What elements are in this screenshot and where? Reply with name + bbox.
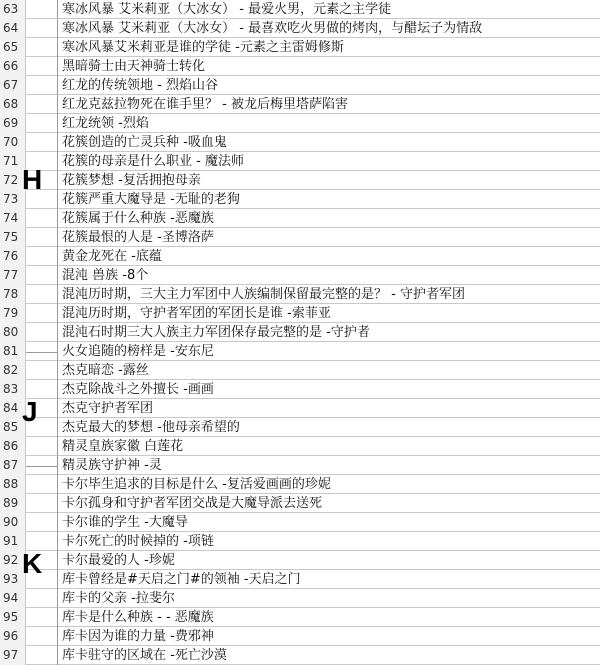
question-cell[interactable]: 花簇梦想 -复活拥抱母亲 [62, 173, 201, 188]
row-number: 96 [0, 627, 26, 646]
question-cell[interactable]: 混沌 兽族 -8个 [62, 268, 149, 283]
row-number: 66 [0, 57, 26, 76]
question-cell[interactable]: 卡尔谁的学生 -大魔导 [62, 515, 188, 530]
letter-cell[interactable] [26, 646, 58, 665]
letter-cell[interactable] [26, 209, 58, 228]
row-number: 69 [0, 114, 26, 133]
group-divider-h-j [26, 352, 58, 353]
table-row[interactable] [0, 133, 600, 152]
question-cell[interactable]: 红龙的传统领地 - 烈焰山谷 [62, 78, 218, 93]
letter-cell[interactable] [26, 361, 58, 380]
table-row[interactable] [0, 494, 600, 513]
row-number: 71 [0, 152, 26, 171]
letter-cell[interactable] [26, 589, 58, 608]
table-row[interactable] [0, 418, 600, 437]
table-row[interactable] [0, 228, 600, 247]
question-cell[interactable]: 红龙统领 -烈焰 [62, 116, 149, 131]
table-row[interactable] [0, 380, 600, 399]
table-row[interactable] [0, 38, 600, 57]
question-cell[interactable]: 红龙克兹拉物死在谁手里？ - 被龙后梅里塔萨陷害 [62, 97, 348, 112]
table-row[interactable] [0, 247, 600, 266]
table-row[interactable] [0, 608, 600, 627]
table-row[interactable] [0, 19, 600, 38]
table-row[interactable] [0, 285, 600, 304]
letter-cell[interactable] [26, 323, 58, 342]
row-number: 65 [0, 38, 26, 57]
letter-cell[interactable] [26, 0, 58, 19]
question-cell[interactable]: 花簇最恨的人是 -圣博洛萨 [62, 230, 214, 245]
table-row[interactable] [0, 475, 600, 494]
section-letter-h: H [22, 164, 43, 195]
question-cell[interactable]: 杰克暗恋 -露丝 [62, 363, 149, 378]
row-number: 70 [0, 133, 26, 152]
row-number: 85 [0, 418, 26, 437]
question-cell[interactable]: 卡尔孤身和守护者军团交战是大魔导派去送死 [62, 496, 323, 511]
row-number: 78 [0, 285, 26, 304]
table-row[interactable] [0, 437, 600, 456]
row-number: 74 [0, 209, 26, 228]
letter-cell[interactable] [26, 475, 58, 494]
table-row[interactable] [0, 152, 600, 171]
table-row[interactable] [0, 114, 600, 133]
row-number: 82 [0, 361, 26, 380]
row-number: 68 [0, 95, 26, 114]
letter-cell[interactable] [26, 247, 58, 266]
question-cell[interactable]: 花簇严重大魔导是 -无耻的老狗 [62, 192, 240, 207]
section-letter-k: K [22, 548, 43, 579]
letter-cell[interactable] [26, 95, 58, 114]
question-cell[interactable]: 寒冰风暴 艾米莉亚（大冰女） - 最爱火男，元素之主学徒 [62, 2, 392, 17]
letter-cell[interactable] [26, 76, 58, 95]
table-row[interactable] [0, 532, 600, 551]
row-number: 80 [0, 323, 26, 342]
row-number: 87 [0, 456, 26, 475]
letter-cell[interactable] [26, 608, 58, 627]
table-row[interactable] [0, 190, 600, 209]
row-number: 63 [0, 0, 26, 19]
table-row[interactable] [0, 266, 600, 285]
row-number: 94 [0, 589, 26, 608]
question-cell[interactable]: 混沌历时期，三大主力军团中人族编制保留最完整的是？ - 守护者军团 [62, 287, 465, 302]
question-cell[interactable]: 黄金龙死在 -底蕴 [62, 249, 162, 264]
letter-cell[interactable] [26, 285, 58, 304]
question-cell[interactable]: 火女追随的榜样是 -安东尼 [62, 344, 214, 359]
row-number: 84 [0, 399, 26, 418]
question-cell[interactable]: 库卡曾经是#天启之门#的领袖 -天启之门 [62, 572, 301, 587]
row-number: 67 [0, 76, 26, 95]
letter-cell[interactable] [26, 133, 58, 152]
question-cell[interactable]: 黑暗骑士由天神骑士转化 [62, 59, 206, 74]
row-number: 75 [0, 228, 26, 247]
row-number: 95 [0, 608, 26, 627]
row-number: 77 [0, 266, 26, 285]
question-cell[interactable]: 花簇属于什么种族 -恶魔族 [62, 211, 214, 226]
table-row[interactable] [0, 171, 600, 190]
question-cell[interactable]: 库卡驻守的区域在 -死亡沙漠 [62, 648, 227, 663]
table-row[interactable] [0, 323, 600, 342]
question-cell[interactable]: 卡尔毕生追求的目标是什么 -复活爱画画的珍妮 [62, 477, 331, 492]
question-cell[interactable]: 杰克最大的梦想 -他母亲希望的 [62, 420, 240, 435]
row-number: 76 [0, 247, 26, 266]
question-cell[interactable]: 库卡的父亲 -拉斐尔 [62, 591, 175, 606]
letter-cell[interactable] [26, 57, 58, 76]
question-cell[interactable]: 库卡是什么种族 - - 恶魔族 [62, 610, 214, 625]
section-letter-j: J [22, 396, 38, 427]
letter-cell[interactable] [26, 494, 58, 513]
table-row[interactable] [0, 456, 600, 475]
row-number: 89 [0, 494, 26, 513]
question-cell[interactable]: 精灵族守护神 -灵 [62, 458, 162, 473]
row-number: 90 [0, 513, 26, 532]
letter-cell[interactable] [26, 627, 58, 646]
table-row[interactable] [0, 342, 600, 361]
table-row[interactable] [0, 551, 600, 570]
row-number: 92 [0, 551, 26, 570]
row-number: 81 [0, 342, 26, 361]
table-row[interactable] [0, 646, 600, 665]
question-cell[interactable]: 混沌历时期，守护者军团的军团长是谁 -索菲亚 [62, 306, 331, 321]
question-cell[interactable]: 寒冰风暴 艾米莉亚（大冰女） - 最喜欢吃火男做的烤肉，与醋坛子为情敌 [62, 21, 483, 36]
group-divider-j-k [26, 466, 58, 467]
row-number: 97 [0, 646, 26, 665]
row-number: 79 [0, 304, 26, 323]
letter-cell[interactable] [26, 114, 58, 133]
row-number: 83 [0, 380, 26, 399]
letter-cell[interactable] [26, 513, 58, 532]
letter-cell[interactable] [26, 228, 58, 247]
question-cell[interactable]: 杰克守护者军团 [62, 401, 154, 416]
question-cell[interactable]: 花簇创造的亡灵兵种 -吸血鬼 [62, 135, 227, 150]
table-row[interactable] [0, 361, 600, 380]
question-cell[interactable]: 寒冰风暴艾米莉亚是谁的学徒 -元素之主雷姆修斯 [62, 40, 344, 55]
table-row[interactable] [0, 57, 600, 76]
letter-cell[interactable] [26, 437, 58, 456]
row-number: 93 [0, 570, 26, 589]
table-row[interactable] [0, 627, 600, 646]
letter-cell[interactable] [26, 304, 58, 323]
row-number: 91 [0, 532, 26, 551]
question-cell[interactable]: 花簇的母亲是什么职业 - 魔法师 [62, 154, 244, 169]
letter-cell[interactable] [26, 19, 58, 38]
question-cell[interactable]: 精灵皇族家徽 白莲花 [62, 439, 184, 454]
table-row[interactable] [0, 589, 600, 608]
question-cell[interactable]: 卡尔最爱的人 -珍妮 [62, 553, 175, 568]
table-row[interactable] [0, 209, 600, 228]
row-number: 72 [0, 171, 26, 190]
letter-cell[interactable] [26, 266, 58, 285]
row-number: 73 [0, 190, 26, 209]
row-number: 86 [0, 437, 26, 456]
row-number: 88 [0, 475, 26, 494]
question-cell[interactable]: 混沌石时期三大人族主力军团保存最完整的是 -守护者 [62, 325, 370, 340]
table-row[interactable] [0, 76, 600, 95]
table-row[interactable] [0, 0, 600, 19]
question-cell[interactable]: 卡尔死亡的时候掉的 -项链 [62, 534, 214, 549]
question-cell[interactable]: 库卡因为谁的力量 -费邪神 [62, 629, 214, 644]
table-row[interactable] [0, 304, 600, 323]
table-row[interactable] [0, 95, 600, 114]
row-number: 64 [0, 19, 26, 38]
letter-cell[interactable] [26, 38, 58, 57]
question-cell[interactable]: 杰克除战斗之外擅长 -画画 [62, 382, 214, 397]
table-row[interactable] [0, 570, 600, 589]
table-row[interactable] [0, 513, 600, 532]
table-row[interactable] [0, 399, 600, 418]
